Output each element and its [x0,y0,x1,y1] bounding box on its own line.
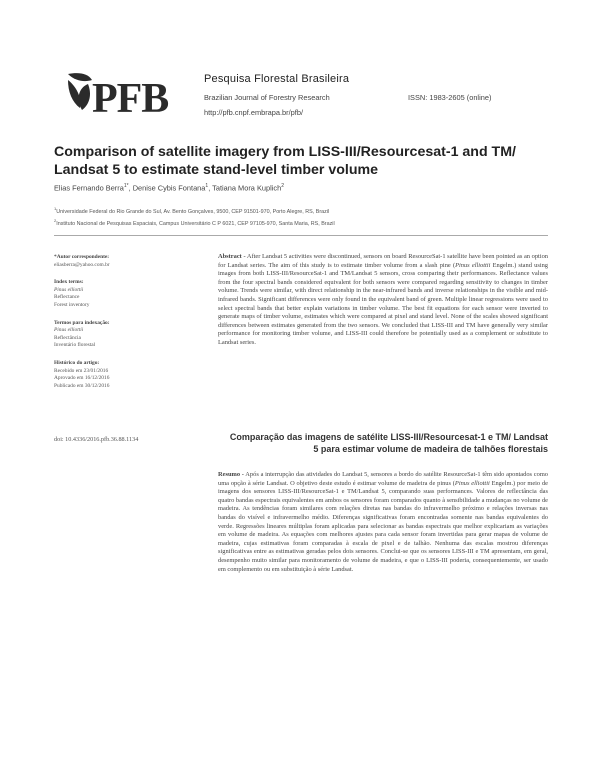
indexacao-heading: Termos para indexação: [54,319,110,326]
corresponding-author-email[interactable]: eliasberra@yahoo.com.br [54,261,110,268]
history-heading: Histórico do artigo: [54,359,100,366]
affiliation-sup: 2 [54,218,57,223]
resumo-paragraph [218,471,548,574]
corresponding-author-heading: *Autor correspondente: [54,254,110,260]
history-date: Recebido em 23/01/2016 [54,367,109,374]
resumo-label: Resumo - [218,471,244,478]
author-sup: 1 [205,183,209,189]
affiliation-text: Universidade Federal do Rio Grande do Sul, Av. Bento Gonçalves, 9500, CEP 91501-970, Porto Alegre, RS, Brazil [56,208,330,215]
article-info-sidebar [54,254,194,400]
issn: ISSN: 1983-2605 (online) [408,93,492,102]
abstract-species: Pinus elliottii [455,261,491,269]
journal-logo [66,70,186,116]
resumo-text: Engelm.) por meio de imagens dos sensores LISS-III/ResourceSat-1 e TM/Landsat 5, comparando suas performances. Valores de reflectância das quatro bandas espectrais equivalentes em ambos os sensores foram comparados quanto à sensibilidade a mudanças no volume de madeira. As tendências foram similares com relações diretas nas bandas do infravermelho próximo e relações inversas nas bandas do visível e infravermelho médio. Diferenças significativas foram encontradas somente nas bandas equivalentes do verde. Regressões lineares múltiplas foram aplicadas para selecionar as bandas espectrais que melhor explicariam as variações em volume de madeira. As equações com melhores ajustes para cada sensor foram invertidas para gerar mapas de volume de madeira, cujas estimativas foram comparadas à escala de pixel e de talhão. Nenhuma das escalas mostrou diferenças significativas entre as estimativas geradas pelos dois sensores. Conclui-se que os sensores LISS-III e TM apresentam, em geral, desempenho muito similar para monitoramento de volume de madeira, e que o LISS-III poderia, consequentemente, ser usado em complemento ou em substituição à série Landsat. [218,479,548,573]
indexacao-term: Inventário florestal [54,342,96,349]
history-date: Publicado em 30/12/2016 [54,382,110,389]
journal-name: Pesquisa Florestal Brasileira [204,73,350,85]
author-sup: 2 [281,183,284,189]
affiliation-sup: 1 [54,206,57,211]
affiliation [54,206,554,215]
author-name: Denise Cybis Fontana [132,183,206,193]
index-term: Reflectance [54,294,80,301]
abstract-paragraph [218,253,548,348]
index-terms [54,279,194,309]
leaf-emblem-left [68,80,81,108]
index-term: Pinus elliottii [54,286,84,293]
article-title: Comparison of satellite imagery from LISS-III/Resourcesat-1 and TM/ Landsat 5 to estimate stand-level timber volume [54,144,516,178]
doi[interactable]: doi: 10.4336/2016.pfb.36.88.1134 [54,436,139,443]
corresponding-author [54,254,194,269]
leaf-emblem-lower [79,84,90,110]
journal-subtitle: Brazilian Journal of Forestry Research [204,93,330,102]
resumo-text: Após a interrupção das atividades do Landsat 5, sensores a bordo do satélite ResourceSat-1 têm sido apontados como uma opção à série Landsat. O objetivo deste estudo é estimar volume de madeira de pinus ( [218,471,548,487]
logo-text: PFB [92,76,169,116]
author-name: Tatiana Mora Kuplich [212,183,282,193]
indexacao-terms [54,320,194,350]
abstract-text: Engelm.) stand using images from both LISS-III/ResourceSat-1 and TM/Landsat 5 sensors, cross comparing their performances. Reflectance values from the four spectral bands considered equivalent for both sensors were compared regarding sensitivity to changes in timber volume. Trends were similar, with direct relationship in the near-infrared bands and inverse relationships in the visible and mid-infrared bands. Significant differences were only found in the equivalent band of green. Multiple linear regressions were used to select spectral bands that better explain variations in timber volume. The best fit equations for each sensor were inverted to generate maps of timber volume, estimates which were compared at pixel and stand level. None of the scales showed significant differences between estimates generated from the two sensors. We concluded that LISS-III and TM have generally very similar performance for monitoring timber volume, and LISS-III could therefore be potentially used as a complement or substitute to Landsat series. [218,261,548,346]
journal-url[interactable]: http://pfb.cnpf.embrapa.br/pfb/ [204,108,304,117]
abstract-text: After Landsat 5 activities were discontinued, sensors on board ResourceSat-1 satellite have been pointed as an option for Landsat series. The aim of this study is to estimate timber volume from a slash pine ( [218,253,548,269]
author-list: Elias Fernando Berra$^{1*}$, Denise Cybis Fontana$^1$, Tatiana Mora Kuplich$^2$ [54,183,284,193]
indexacao-term: Pinus elliottii [54,327,84,334]
resumo-species: Pinus elliottii [454,479,490,487]
portuguese-title: Comparação das imagens de satélite LISS-III/Resourcesat-1 e TM/ Landsat 5 para estimar volume de madeira de talhões florestais [229,432,548,454]
history-date: Aprovado em 16/12/2016 [54,375,110,382]
affiliation-text: Instituto Nacional de Pesquisas Espaciais, Campus Universitário C P 6021, CEP 97105-970, Santa Maria, RS, Brazil [56,220,335,227]
abstract-label: Abstract - [218,253,246,260]
author-name: Elias Fernando Berra [54,183,124,193]
index-term: Forest inventory [54,301,90,308]
author-sup: 1* [123,183,129,189]
leaf-emblem-upper [68,73,92,81]
article-history [54,360,194,390]
indexacao-term: Reflectância [54,334,81,341]
header-divider [54,235,548,236]
index-terms-heading: Index terms: [54,279,84,286]
affiliation [54,218,554,227]
